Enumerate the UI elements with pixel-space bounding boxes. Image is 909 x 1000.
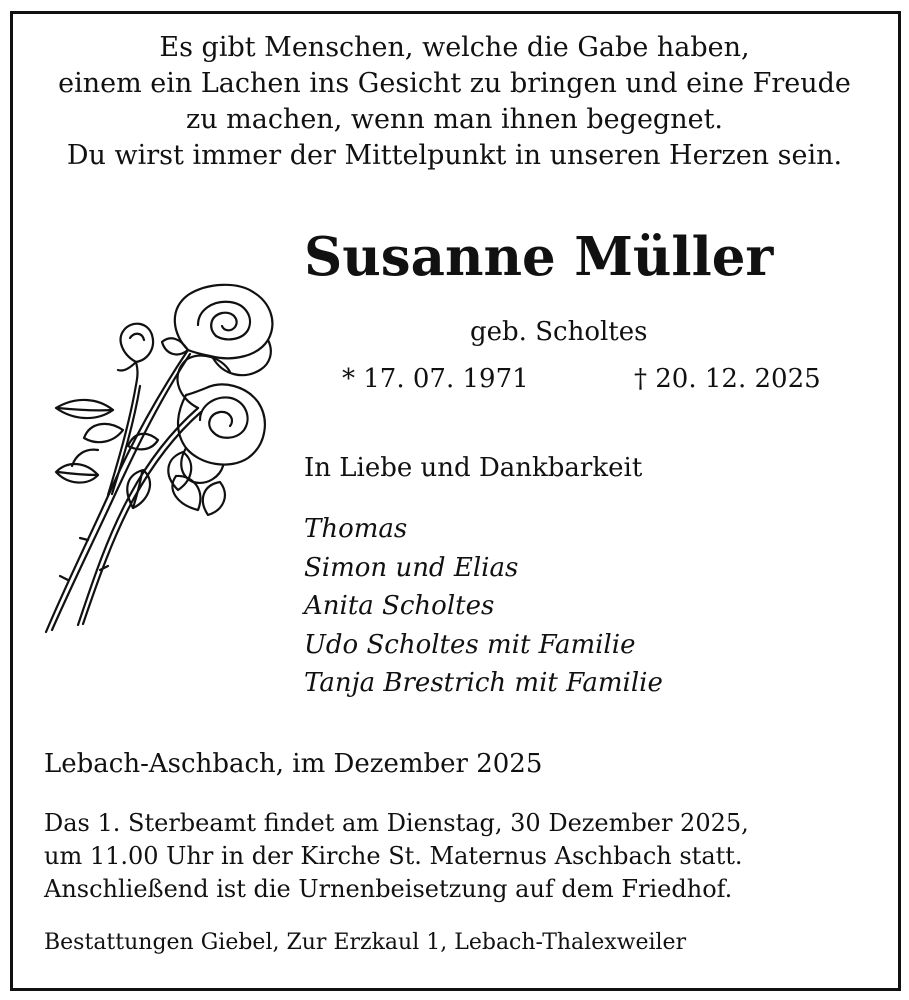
mourner: Simon und Elias bbox=[304, 552, 519, 583]
service-line: um 11.00 Uhr in der Kirche St. Maternus Aschbach statt. bbox=[44, 842, 743, 870]
mourner: Udo Scholtes mit Familie bbox=[304, 629, 636, 660]
service-info bbox=[44, 807, 749, 906]
dedication: In Liebe und Dankbarkeit bbox=[304, 453, 643, 483]
mourner: Thomas bbox=[304, 514, 408, 544]
poem-line: zu machen, wenn man ihnen begegnet. bbox=[185, 104, 724, 135]
poem-line: Es gibt Menschen, welche die Gabe haben, bbox=[159, 32, 750, 63]
service-line: Das 1. Sterbeamt findet am Dienstag, 30 Dezember 2025, bbox=[44, 809, 749, 837]
poem bbox=[0, 30, 909, 174]
service-line: Anschließend ist die Urnenbeisetzung auf dem Friedhof. bbox=[44, 875, 733, 903]
rose-illustration bbox=[38, 280, 283, 645]
poem-line: Du wirst immer der Mittelpunkt in unseren Herzen sein. bbox=[66, 140, 843, 171]
undertaker-info: Bestattungen Giebel, Zur Erzkaul 1, Lebach-Thalexweiler bbox=[44, 930, 687, 955]
mourner: Tanja Brestrich mit Familie bbox=[304, 668, 663, 698]
maiden-name: geb. Scholtes bbox=[470, 317, 648, 347]
place-date: Lebach-Aschbach, im Dezember 2025 bbox=[44, 749, 543, 779]
deceased-name: Susanne Müller bbox=[304, 226, 774, 288]
death-date: † 20. 12. 2025 bbox=[634, 364, 821, 394]
birth-date: * 17. 07. 1971 bbox=[342, 364, 529, 394]
poem-line: einem ein Lachen ins Gesicht zu bringen und eine Freude bbox=[58, 68, 851, 99]
mourner: Anita Scholtes bbox=[304, 591, 495, 621]
mourners-list bbox=[304, 510, 663, 703]
